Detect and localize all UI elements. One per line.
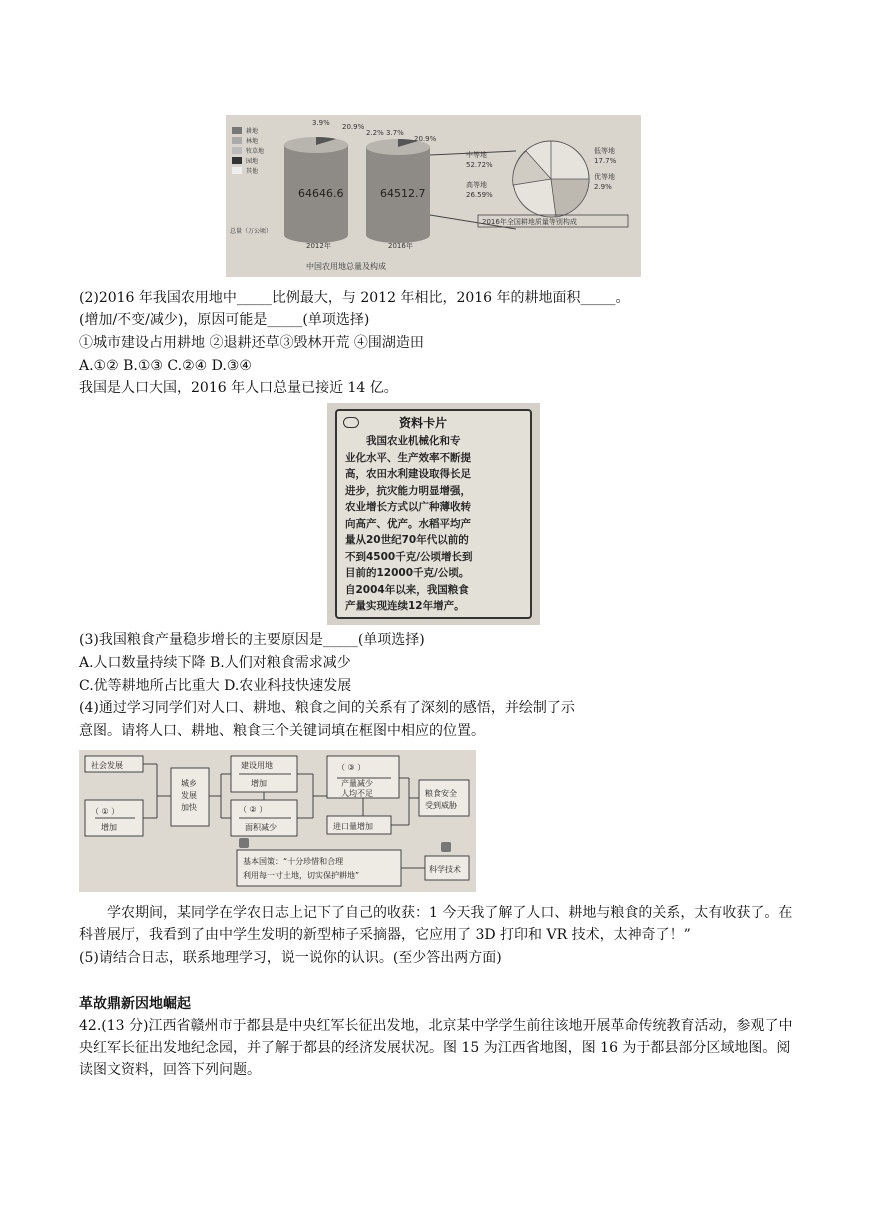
box-construction-1: 建设用地 [241,761,273,770]
box-urban-2: 发展 [181,791,197,800]
pie-value-you: 2.9% [594,183,612,191]
box-blank3: （ ③ ） [337,763,366,772]
box-output-1: 产量减少 [341,779,373,788]
box-area-decrease: 面积减少 [245,823,277,832]
box-construction-2: 增加 [251,779,267,788]
total-2012: 64646.6 [298,187,344,200]
label-2016-c: 3.7% [386,129,404,137]
card-line: 自2004年以来，我国粮食 [345,583,469,596]
legend-label: 其他 [246,168,259,175]
q2-line2: (增加/不变/减少)，原因可能是_____(单项选择) [79,312,370,328]
pie-label-gao: 高等地 [466,181,487,189]
card-line: 高，农田水利建设取得长足 [345,468,471,480]
land-use-chart-svg [226,115,641,277]
box-urban-1: 城乡 [181,779,197,788]
box-urban-3: 加快 [181,803,197,812]
legend-label: 牧草地 [246,148,265,155]
box-food-security-1: 粮食安全 [425,789,457,798]
box-policy-2: 利用每一寸土地，切实保护耕地” [243,871,360,880]
card-line: 进步，抗灾能力明显增强， [345,484,471,497]
q3-line1: (3)我国粮食产量稳步增长的主要原因是_____(单项选择) [79,632,425,648]
y-unit-label: 总量（万公顷） [230,228,273,235]
card-line: 向高产、优产。水稻平均产 [345,517,471,530]
box-blank1: （ ① ） [91,807,120,816]
box-social: 社会发展 [91,761,123,770]
box-food-security-2: 受到威胁 [425,801,457,810]
land-use-chart [226,115,641,277]
q42-paragraph: 42.(13 分)江西省赣州市于都县是中央红军长征出发地，北京某中学学生前往该地开展革命传统教育活动，参观了中央红军长征出发地纪念园，并了解于都县的经济发展状况。图 15 为江西省地图，图 16 为于都县部分区域地图。阅读图文资料，回答下列问题。 [79,1018,793,1078]
pie-value-gao: 26.59% [466,191,493,199]
box-import: 进口量增加 [333,822,373,831]
q5: (5)请结合日志，联系地理学习，说一说你的认识。(至少答出两方面) [79,950,502,966]
flow-diagram-svg [79,750,476,892]
pie-label-zhong: 中等地 [466,151,487,159]
box-increase: 增加 [101,823,117,832]
label-2012-a: 3.9% [312,119,330,127]
population-line: 我国是人口大国，2016 年人口总量已接近 14 亿。 [79,380,398,396]
card-line: 农业增长方式以广种薄收转 [345,501,471,513]
label-2012-b: 20.9% [342,123,365,131]
pie-caption: 2016年全国耕地质量等别构成 [482,218,577,226]
card-line: 我国农业机械化和专 [366,435,461,447]
flow-diagram [79,750,476,892]
total-2016: 64512.7 [380,187,426,200]
q4-line2: 意图。请将人口、耕地、粮食三个关键词填在框图中相应的位置。 [79,723,485,739]
year-2012: 2012年 [306,242,331,250]
pie-label-you: 优等地 [594,173,615,181]
pie-chart [513,141,589,217]
pie-value-di: 17.7% [594,157,617,165]
card-text [345,433,525,615]
pie-label-di: 低等地 [594,147,615,155]
q3-line2: A.人口数量持续下降 B.人们对粮食需求减少 [79,655,351,671]
q2-line3: ①城市建设占用耕地 ②退耕还草③毁林开荒 ④围湖造田 [79,335,424,351]
card-key-icon [343,417,359,428]
legend-label: 耕地 [246,128,259,135]
q4-line1: (4)通过学习同学们对人口、耕地、粮食之间的关系有了深刻的感悟，并绘制了示 [79,700,575,716]
section-title: 革故鼎新因地崛起 [79,996,191,1012]
legend-label: 园地 [246,158,259,165]
fist-icon [239,838,249,848]
diary-paragraph: 学农期间，某同学在学农日志上记下了自己的收获：1 今天我了解了人口、耕地与粮食的关系，太有收获了。在科普展厅，我看到了由中学生发明的新型柿子采摘器，它应用了 3D 打印和 VR 技术，太神奇了！” [79,905,793,943]
label-2016-a: 2.2% [366,129,384,137]
card-line: 产量实现连续12年增产。 [345,600,465,612]
data-card [327,403,540,625]
label-2016-b: 20.9% [414,135,437,143]
q3-line3: C.优等耕地所占比重大 D.农业科技快速发展 [79,678,352,694]
year-2016: 2016年 [388,242,413,250]
pie-value-zhong: 52.72% [466,161,493,169]
data-card-frame [335,409,532,619]
box-tech: 科学技术 [429,865,461,874]
q2-line4: A.①② B.①③ C.②④ D.③④ [79,358,252,374]
q2-line1: (2)2016 年我国农用地中_____比例最大，与 2012 年相比，2016 年的耕地面积_____。 [79,290,630,306]
card-line: 量从20世纪70年代以前的 [345,534,469,546]
card-line: 不到4500千克/公顷增长到 [345,550,473,563]
card-title: 资料卡片 [399,416,448,430]
box-output-2: 人均不足 [341,789,373,798]
box-policy-1: 基本国策：“十分珍惜和合理 [243,857,344,866]
card-line: 目前的12000千克/公顷。 [345,567,470,579]
chart-title: 中国农用地总量及构成 [306,262,386,271]
box-blank2: （ ② ） [239,805,268,814]
fist-icon [441,842,451,852]
legend-label: 林地 [246,138,259,145]
card-line: 业化水平、生产效率不断提 [345,451,471,464]
